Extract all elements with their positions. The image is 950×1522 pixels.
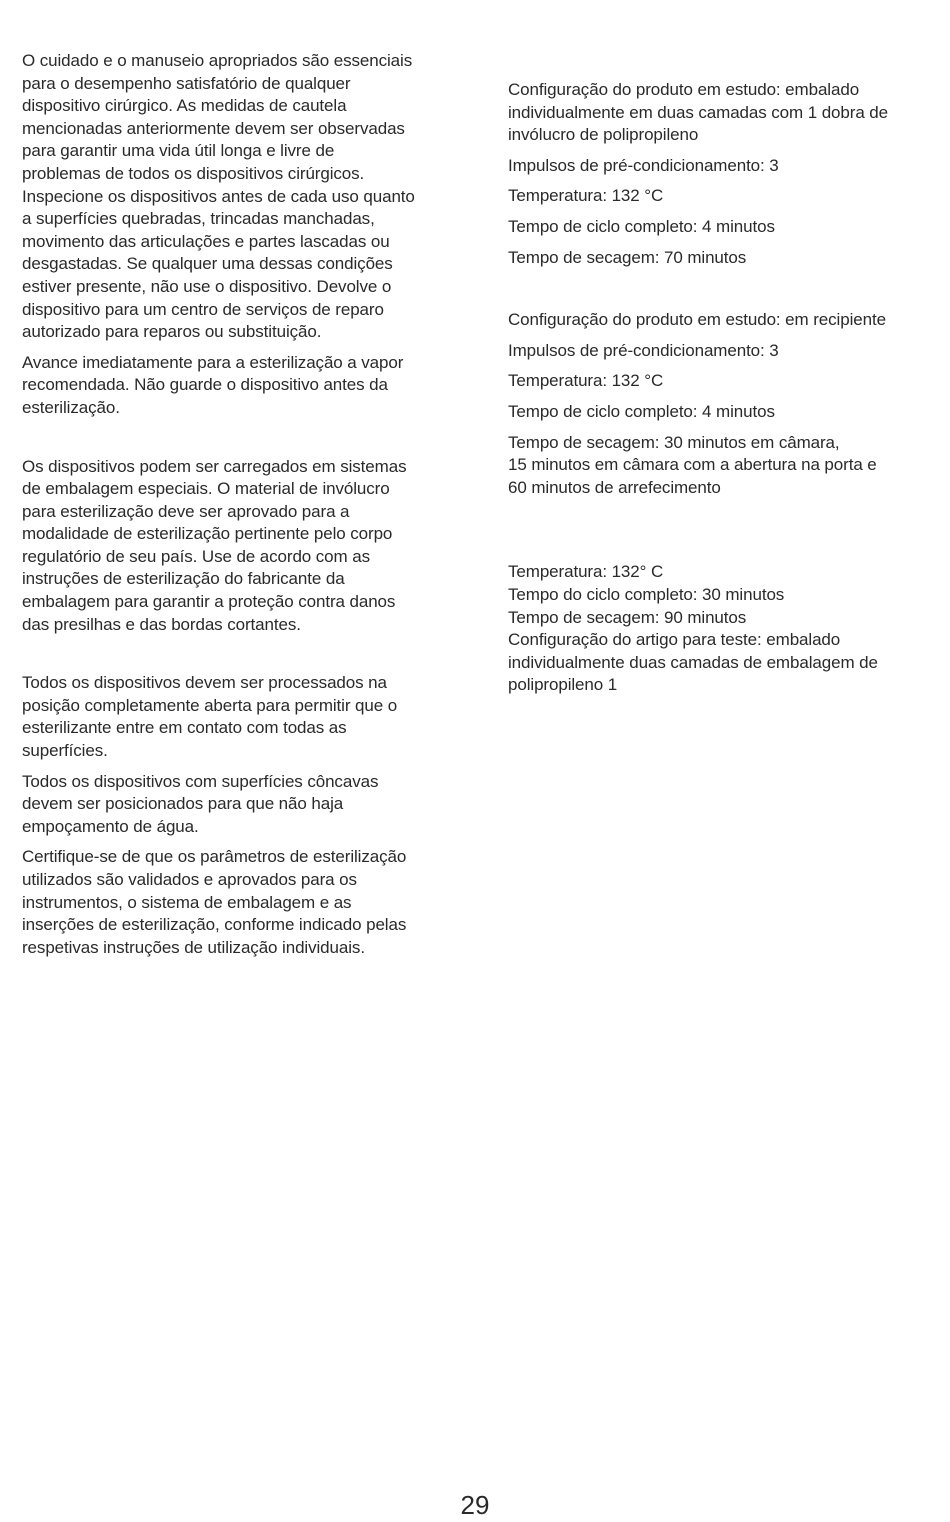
right-column [508, 79, 928, 697]
left-column [22, 50, 454, 967]
block1-pulses: Impulsos de pré-condicionamento: 3 [508, 155, 779, 175]
page-number: 29 [460, 1490, 490, 1520]
block2-temperature: Temperatura: 132 °C [508, 371, 664, 391]
block3-temperature: Temperatura: 132° C [508, 562, 664, 582]
block3-cycle-time: Tempo do ciclo completo: 30 minutos [508, 584, 785, 604]
sterilization-block-gravity [508, 561, 928, 697]
paragraph-care-handling: O cuidado e o manuseio apropriados são essenciais para o desempenho satisfatório de qualquer dispositivo cirúrgico. As medidas de cautela mencionadas anteriormente devem ser observadas para garantir uma vida útil longa e livre de problemas de todos os dispositivos cirúrgicos. Inspecione os dispositivos antes de cada uso quanto a superfícies quebradas, trincadas manchadas, movimento das articulações e partes lascadas ou desgastadas. Se qualquer uma dessas condições estiver presente, não use o dispositivo. Devolve o dispositivo para um centro de serviços de reparo autorizado para reparos ou substituição. [22, 51, 415, 342]
block1-drying-time: Tempo de secagem: 70 minutos [508, 247, 747, 267]
block3-drying-time: Tempo de secagem: 90 minutos [508, 607, 747, 627]
block3-config: Configuração do artigo para teste: embalado individualmente duas camadas de embalagem de polipropileno 1 [508, 630, 878, 695]
paragraph-proceed-sterilization: Avance imediatamente para a esterilização a vapor recomendada. Não guarde o dispositivo antes da esterilização. [22, 352, 404, 417]
block1-config: Configuração do produto em estudo: embalado individualmente em duas camadas com 1 dobra de invólucro de polipropileno [508, 80, 889, 145]
paragraph-concave-surfaces: Todos os dispositivos com superfícies côncavas devem ser posicionados para que não haja empoçamento de água. [22, 771, 379, 836]
sterilization-block-container [508, 309, 928, 499]
sterilization-block-wrapped [508, 79, 928, 269]
block1-cycle-time: Tempo de ciclo completo: 4 minutos [508, 216, 775, 236]
paragraph-validated-parameters: Certifique-se de que os parâmetros de esterilização utilizados são validados e aprovados para os instrumentos, o sistema de embalagem e as inserções de esterilização, conforme indicado pelas respetivas instruções de utilização individuais. [22, 847, 407, 957]
block1-temperature: Temperatura: 132 °C [508, 186, 664, 206]
paragraph-packaging-systems: Os dispositivos podem ser carregados em sistemas de embalagem especiais. O material de invólucro para esterilização deve ser aprovado para a modalidade de esterilização pertinente pelo corpo regulatório de seu país. Use de acordo com as instruções de esterilização do fabricante da embalagem para garantir a proteção contra danos das presilhas e das bordas cortantes. [22, 456, 407, 634]
paragraph-open-position: Todos os dispositivos devem ser processados na posição completamente aberta para permitir que o esterilizante entre em contato com todas as superfícies. [22, 673, 398, 761]
block2-cycle-time: Tempo de ciclo completo: 4 minutos [508, 401, 775, 421]
block2-drying-time: Tempo de secagem: 30 minutos em câmara, 15 minutos em câmara com a abertura na porta e 60 minutos de arrefecimento [508, 432, 877, 497]
block2-pulses: Impulsos de pré-condicionamento: 3 [508, 340, 779, 360]
block2-config: Configuração do produto em estudo: em recipiente [508, 310, 886, 330]
